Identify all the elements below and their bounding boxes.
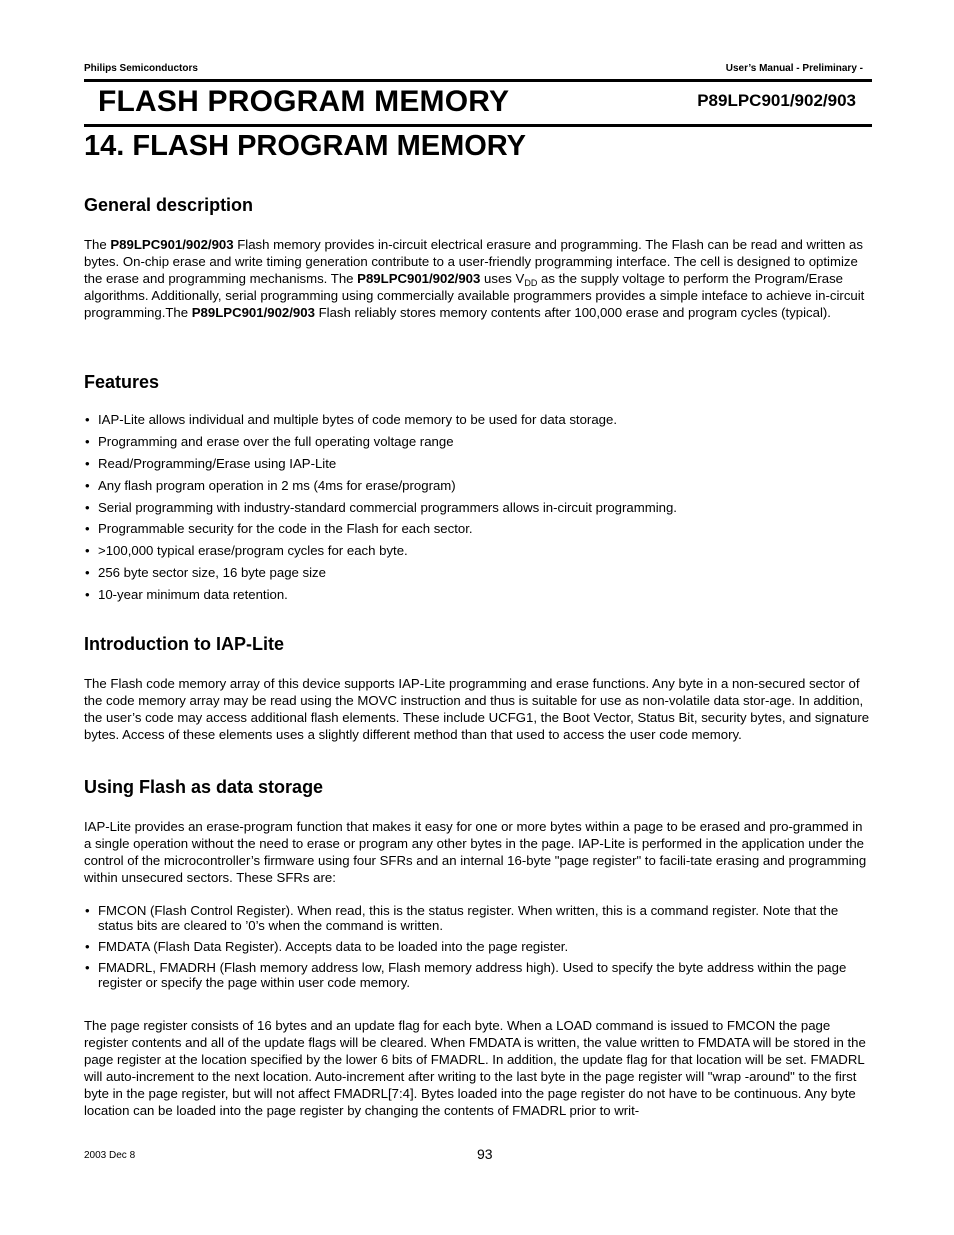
data-storage-text: IAP-Lite provides an erase-program function that makes it easy for one or more bytes within a page to be erased and pro-grammed in a single operation without the need to erase or program any other bytes in the page. IAP-Lite is performed in the application under the control of the microcontroller’s firmware using four SFRs and an internal 16-byte "page register" to facili-tate erasing and programming within unsecured sectors. These SFRs are: — [84, 819, 867, 886]
general-description-heading: General description — [84, 195, 254, 215]
header-bottom-rule — [84, 124, 872, 127]
list-item: • FMCON (Flash Control Register). When read, this is the status register. When written, this is a command register. Note that the status bits are cleared to ’0’s when the command is written. — [84, 903, 872, 933]
header-top-rule — [84, 79, 872, 82]
features-list — [84, 412, 872, 609]
list-item: • 256 byte sector size, 16 byte page size — [84, 565, 872, 587]
section-title: FLASH PROGRAM MEMORY — [98, 85, 510, 118]
data-storage-heading: Using Flash as data storage — [84, 777, 324, 797]
list-item: • Programmable security for the code in the Flash for each sector. — [84, 521, 872, 543]
company-name: Philips Semiconductors — [84, 63, 198, 74]
page-number: 93 — [477, 1146, 493, 1162]
list-item: • FMADRL, FMADRH (Flash memory address low, Flash memory address high). Used to specify the byte address within the page register or specify the page within user code memory. — [84, 960, 872, 990]
list-item: • Serial programming with industry-standard commercial programmers allows in-circuit programming. — [84, 500, 872, 522]
general-description-text: The P89LPC901/902/903 Flash memory provides in-circuit electrical erasure and programming. The Flash can be read and written as bytes. On-chip erase and write timing generation contribute to a user-friendly programming interface. The cell is designed to optimize the erase and programming mechanisms. The P89LPC901/902/903 uses $V_{DD}$ as the supply voltage to perform the Program/Erase algorithms. Additionally, serial programming using commercially available programmers provides a simple inteface to achieve in-circuit programming.The P89LPC901/902/903 Flash reliably stores memory contents after 100,000 erase and program cycles (typical). — [84, 237, 865, 321]
list-item: • Programming and erase over the full operating voltage range — [84, 434, 872, 456]
list-item: • Read/Programming/Erase using IAP-Lite — [84, 456, 872, 478]
list-item: • FMDATA (Flash Data Register). Accepts data to be loaded into the page register. — [84, 939, 872, 954]
features-heading: Features — [84, 372, 160, 392]
chapter-title: 14. FLASH PROGRAM MEMORY — [84, 130, 527, 162]
list-item: • 10-year minimum data retention. — [84, 587, 872, 609]
list-item: • IAP-Lite allows individual and multiple bytes of code memory to be used for data storage. — [84, 412, 872, 434]
page-register-text: The page register consists of 16 bytes and an update flag for each byte. When a LOAD command is issued to FMCON the page register contents and all of the update flags will be cleared. When FMDATA is written, the value written to FMDATA will be stored in the page register at the location specified by the lower 6 bits of FMADRL. In addition, the update flag for that location will be set. FMADRL will auto-increment to the next location. Auto-increment after writing to the last byte in the page register will "wrap -around" to the first byte in the page register, but will not affect FMADRL[7:4]. Bytes loaded into the page register do not have to be continuous. Any byte location can be loaded into the page register by changing the contents of FMADRL prior to writ- — [84, 1018, 866, 1119]
list-item: • >100,000 typical erase/program cycles for each byte. — [84, 543, 872, 565]
footer-date: 2003 Dec 8 — [84, 1150, 136, 1161]
sfr-list — [84, 903, 872, 996]
intro-text: The Flash code memory array of this device supports IAP-Lite programming and erase functions. Any byte in a non-secured sector of the code memory array may be read using the MOVC instruction and thus is suitable for use as non-volatile data stor-age. In addition, the user’s code may access additional flash elements. These include UCFG1, the Boot Vector, Status Bit, security bytes, and signature bytes. Access of these elements uses a slightly different method than that used to access the user code memory. — [84, 676, 870, 743]
intro-heading: Introduction to IAP-Lite — [84, 634, 284, 654]
manual-label: User’s Manual - Preliminary - — [725, 63, 863, 74]
part-number: P89LPC901/902/903 — [697, 91, 856, 110]
list-item: • Any flash program operation in 2 ms (4ms for erase/program) — [84, 478, 872, 500]
